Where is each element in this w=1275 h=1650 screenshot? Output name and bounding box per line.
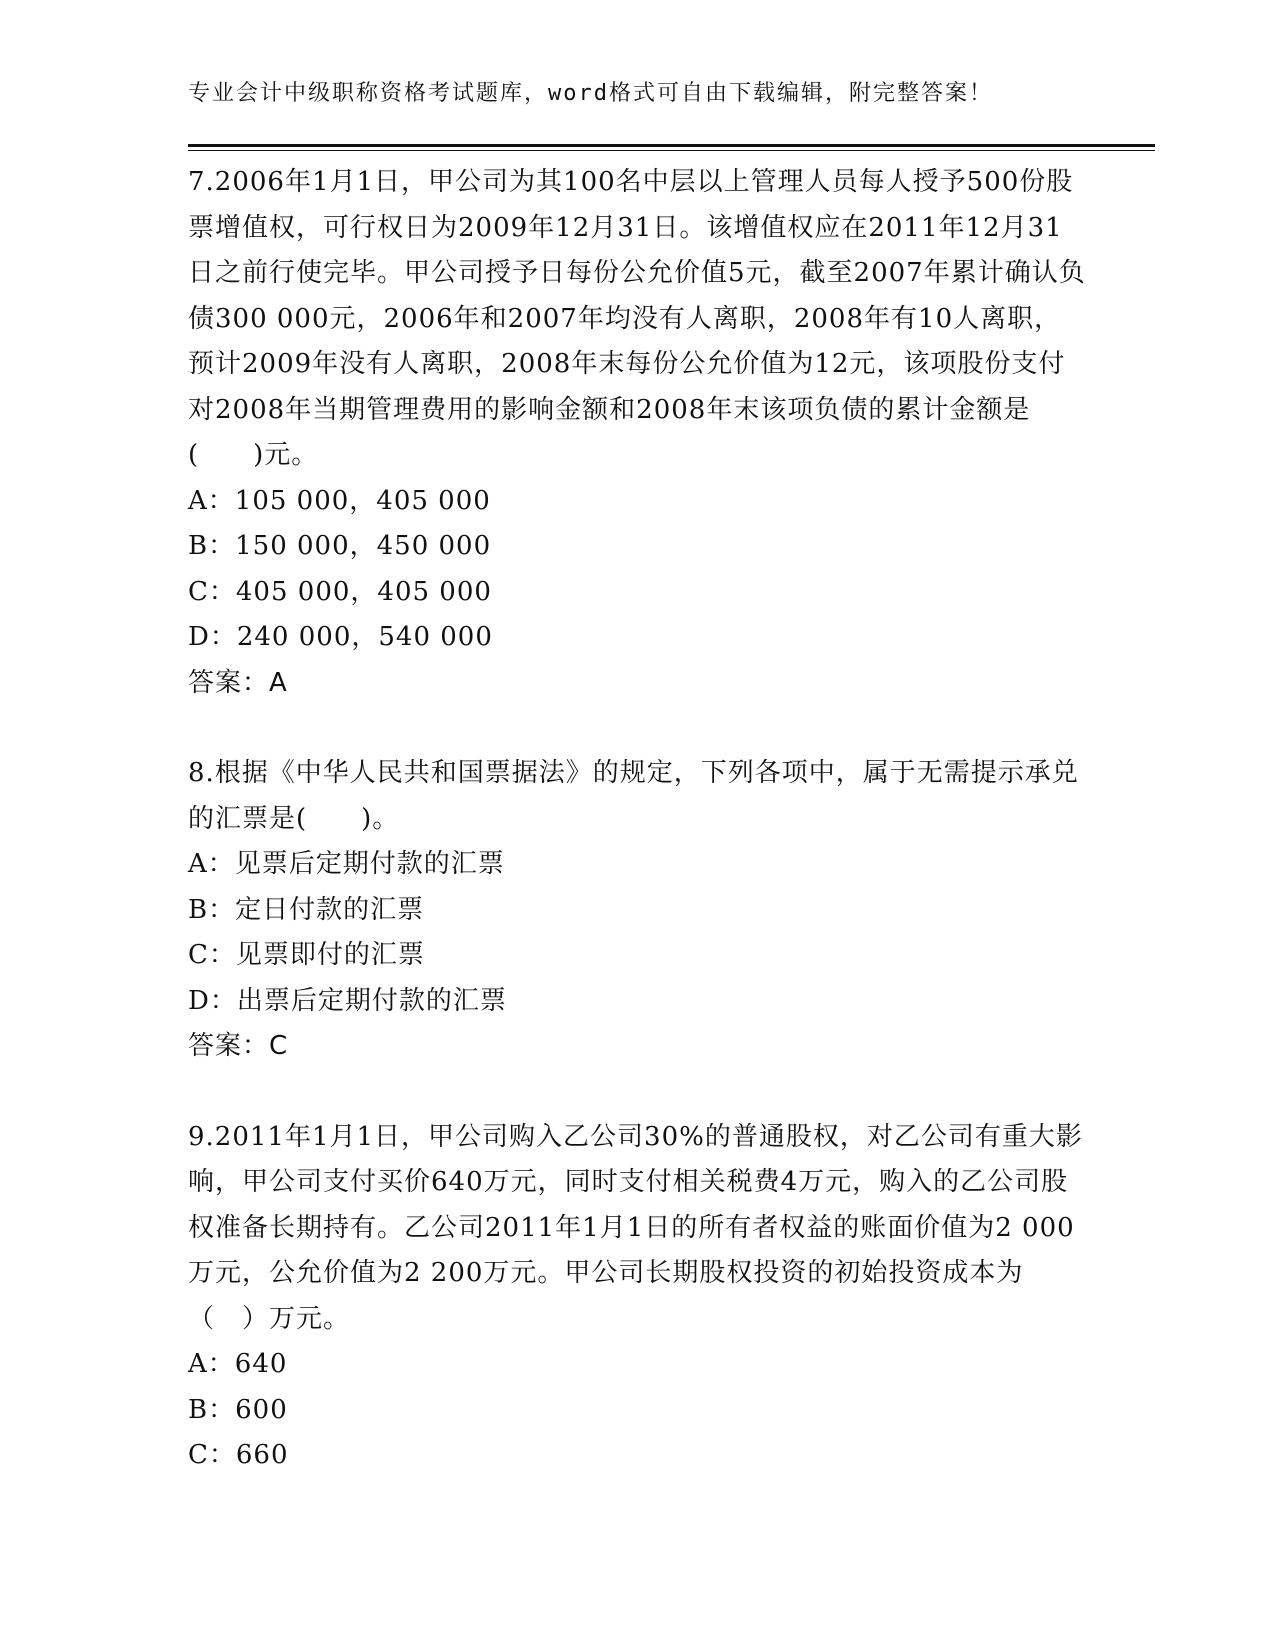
option-c: C：见票即付的汇票 <box>188 940 425 970</box>
option-c: C：405 000，405 000 <box>188 576 492 607</box>
header-rule-thin <box>188 150 1155 151</box>
option-d: D：出票后定期付款的汇票 <box>188 985 507 1016</box>
page-header: 专业会计中级职称资格考试题库，word格式可自由下载编辑，附完整答案！ <box>188 81 993 106</box>
question-8 <box>188 751 1088 1070</box>
question-stem: 7.2006年1月1日，甲公司为其100名中层以上管理人员每人授予500份股票增值权，可行权日为2009年12月31日。该增值权应在2011年12月31日之前行使完毕。甲公司授予日每份公允价值5元，截至2007年累计确认负债300 000元，2006年和2007年均没有人离职，2008年有10人离职，预计2009年没有人离职，2008年末每份公允价值为12元，该项股份支付对2008年当期管理费用的影响金额和2008年末该项负债的累计金额是( )元。 <box>188 167 1086 470</box>
option-a: A：105 000，405 000 <box>188 485 491 516</box>
option-a: A：640 <box>188 1349 288 1379</box>
option-b: B：定日付款的汇票 <box>188 894 425 925</box>
question-7 <box>188 160 1088 706</box>
answer: 答案：C <box>188 1031 289 1061</box>
question-stem: 8.根据《中华人民共和国票据法》的规定，下列各项中，属于无需提示承兑的汇票是( )。 <box>188 758 1079 834</box>
option-c: C：660 <box>188 1440 289 1470</box>
option-b: B：150 000，450 000 <box>188 531 492 561</box>
spacer <box>188 1070 1088 1115</box>
option-b: B：600 <box>188 1394 288 1425</box>
header-rule-thick <box>188 144 1155 147</box>
question-9 <box>188 1115 1088 1479</box>
question-stem: 9.2011年1月1日，甲公司购入乙公司30%的普通股权，对乙公司有重大影响，甲公司支付买价640万元，同时支付相关税费4万元，购入的乙公司股权准备长期持有。乙公司2011年1月1日的所有者权益的账面价值为2 000万元，公允价值为2 200万元。甲公司长期股权投资的初始投资成本为（ ）万元。 <box>188 1121 1083 1334</box>
spacer <box>188 706 1088 751</box>
question-list <box>188 160 1088 1479</box>
option-a: A：见票后定期付款的汇票 <box>188 849 505 879</box>
answer: 答案：A <box>188 667 288 698</box>
option-d: D：240 000，540 000 <box>188 622 493 652</box>
